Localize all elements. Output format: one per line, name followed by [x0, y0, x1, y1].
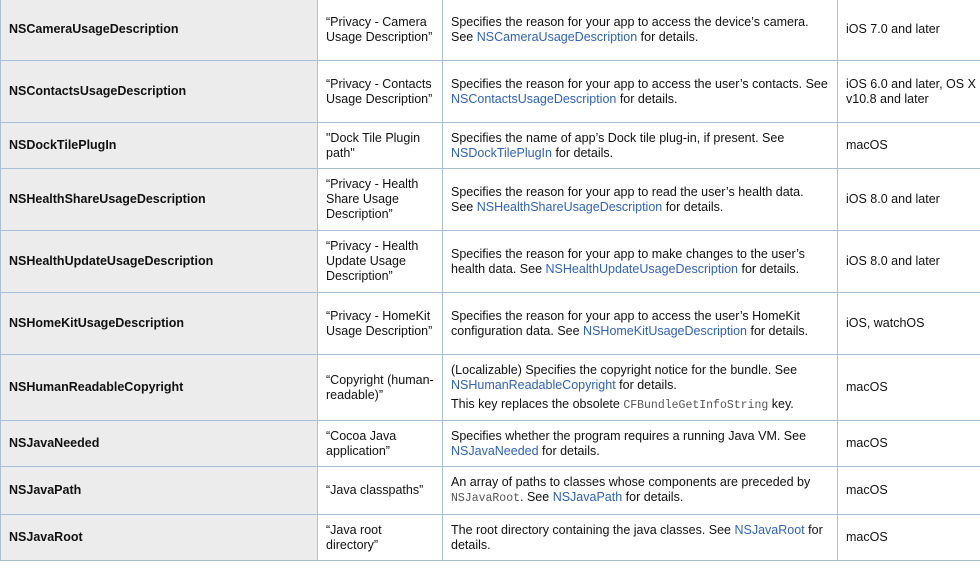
description-text: Specifies the reason for your app to make changes to the user’s health data. See — [451, 246, 805, 276]
description-text: for details. — [662, 199, 724, 214]
xcode-name-cell: “Java classpaths” — [318, 467, 443, 515]
description-text: The root directory containing the java classes. See — [451, 522, 735, 537]
description-text: Specifies the reason for your app to access the device’s camera. See — [451, 14, 809, 44]
key-name-cell: NSHealthShareUsageDescription — [1, 169, 318, 231]
description-cell — [443, 467, 838, 515]
description-text: for details. — [622, 490, 684, 504]
description-paragraph — [451, 15, 829, 45]
key-name-cell: NSHumanReadableCopyright — [1, 355, 318, 421]
xcode-name-cell: “Cocoa Java application” — [318, 421, 443, 467]
description-text: for details. — [451, 522, 823, 552]
xcode-name-cell: “Java root directory” — [318, 515, 443, 561]
description-text: for details. — [637, 29, 699, 44]
table-row — [1, 515, 980, 561]
doc-link[interactable]: NSJavaPath — [552, 490, 623, 504]
doc-link[interactable]: NSHealthUpdateUsageDescription — [545, 261, 738, 276]
key-name-cell: NSDockTilePlugIn — [1, 123, 318, 169]
description-text: This key replaces the obsolete — [451, 396, 624, 411]
doc-link[interactable]: NSJavaNeeded — [451, 443, 539, 458]
description-cell — [443, 355, 838, 421]
description-text: . See — [520, 490, 553, 504]
key-name-cell: NSCameraUsageDescription — [1, 0, 318, 61]
description-paragraph — [451, 247, 829, 277]
description-cell — [443, 61, 838, 123]
description-paragraph — [451, 309, 829, 339]
description-paragraph — [451, 397, 829, 413]
key-name-cell: NSJavaRoot — [1, 515, 318, 561]
description-cell — [443, 515, 838, 561]
doc-link[interactable]: NSHomeKitUsageDescription — [583, 323, 747, 338]
description-text: for details. — [747, 323, 809, 338]
table-row — [1, 293, 980, 355]
table-row — [1, 467, 980, 515]
description-cell — [443, 0, 838, 61]
description-cell — [443, 169, 838, 231]
table-row — [1, 123, 980, 169]
xcode-name-cell: “Privacy - Health Update Usage Description” — [318, 231, 443, 293]
availability-cell: iOS 8.0 and later — [838, 169, 980, 231]
doc-link[interactable]: NSHumanReadableCopyright — [451, 377, 616, 392]
table-row — [1, 355, 980, 421]
xcode-name-cell: “Privacy - HomeKit Usage Description” — [318, 293, 443, 355]
inline-code: CFBundleGetInfoString — [623, 398, 769, 412]
doc-link[interactable]: NSDockTilePlugIn — [451, 145, 552, 160]
description-cell — [443, 231, 838, 293]
table-body — [1, 0, 980, 561]
xcode-name-cell: “Privacy - Camera Usage Description” — [318, 0, 443, 61]
description-text: for details. — [616, 91, 678, 106]
availability-cell: macOS — [838, 123, 980, 169]
xcode-name-cell: “Privacy - Health Share Usage Description” — [318, 169, 443, 231]
xcode-name-cell: "Dock Tile Plugin path" — [318, 123, 443, 169]
description-cell — [443, 293, 838, 355]
doc-link[interactable]: NSHealthShareUsageDescription — [476, 199, 663, 214]
availability-cell: iOS 7.0 and later — [838, 0, 980, 61]
availability-cell: iOS 6.0 and later, OS X v10.8 and later — [838, 61, 980, 123]
description-paragraph — [451, 77, 829, 107]
description-text: for details. — [615, 377, 677, 392]
description-paragraph — [451, 185, 829, 215]
description-cell — [443, 123, 838, 169]
description-text: An array of paths to classes whose components are preceded by — [451, 475, 811, 489]
inline-code: NSJavaRoot — [451, 492, 521, 505]
description-text: for details. — [551, 145, 614, 160]
key-name-cell: NSContactsUsageDescription — [1, 61, 318, 123]
description-text: Specifies whether the program requires a running Java VM. See — [451, 428, 807, 443]
availability-cell: macOS — [838, 467, 980, 515]
description-paragraph — [451, 475, 829, 506]
table-row — [1, 0, 980, 61]
description-text: key. — [768, 396, 794, 411]
doc-link[interactable]: NSContactsUsageDescription — [451, 91, 617, 106]
table-row — [1, 61, 980, 123]
description-text: Specifies the name of app’s Dock tile plug-in, if present. See — [451, 130, 785, 145]
doc-link[interactable]: NSCameraUsageDescription — [476, 29, 638, 44]
description-text: (Localizable) Specifies the copyright notice for the bundle. See — [451, 362, 798, 377]
key-name-cell: NSHealthUpdateUsageDescription — [1, 231, 318, 293]
description-paragraph — [451, 429, 829, 459]
description-paragraph — [451, 363, 829, 393]
table-row — [1, 421, 980, 467]
availability-cell: macOS — [838, 515, 980, 561]
xcode-name-cell: “Copyright (human-readable)” — [318, 355, 443, 421]
key-name-cell: NSHomeKitUsageDescription — [1, 293, 318, 355]
description-text: for details. — [738, 261, 800, 276]
description-paragraph — [451, 131, 829, 161]
doc-link[interactable]: NSJavaRoot — [734, 522, 805, 537]
availability-cell: iOS 8.0 and later — [838, 231, 980, 293]
key-name-cell: NSJavaNeeded — [1, 421, 318, 467]
key-name-cell: NSJavaPath — [1, 467, 318, 515]
availability-cell: iOS, watchOS — [838, 293, 980, 355]
table-row — [1, 231, 980, 293]
table-row — [1, 169, 980, 231]
availability-cell: macOS — [838, 355, 980, 421]
xcode-name-cell: “Privacy - Contacts Usage Description” — [318, 61, 443, 123]
availability-cell: macOS — [838, 421, 980, 467]
description-paragraph — [451, 523, 829, 553]
description-cell — [443, 421, 838, 467]
description-text: Specifies the reason for your app to access the user’s HomeKit configuration data. See — [451, 308, 801, 338]
description-text: Specifies the reason for your app to access the user’s contacts. See — [451, 76, 828, 91]
description-text: Specifies the reason for your app to read the user’s health data. See — [451, 184, 804, 214]
description-text: for details. — [538, 443, 600, 458]
